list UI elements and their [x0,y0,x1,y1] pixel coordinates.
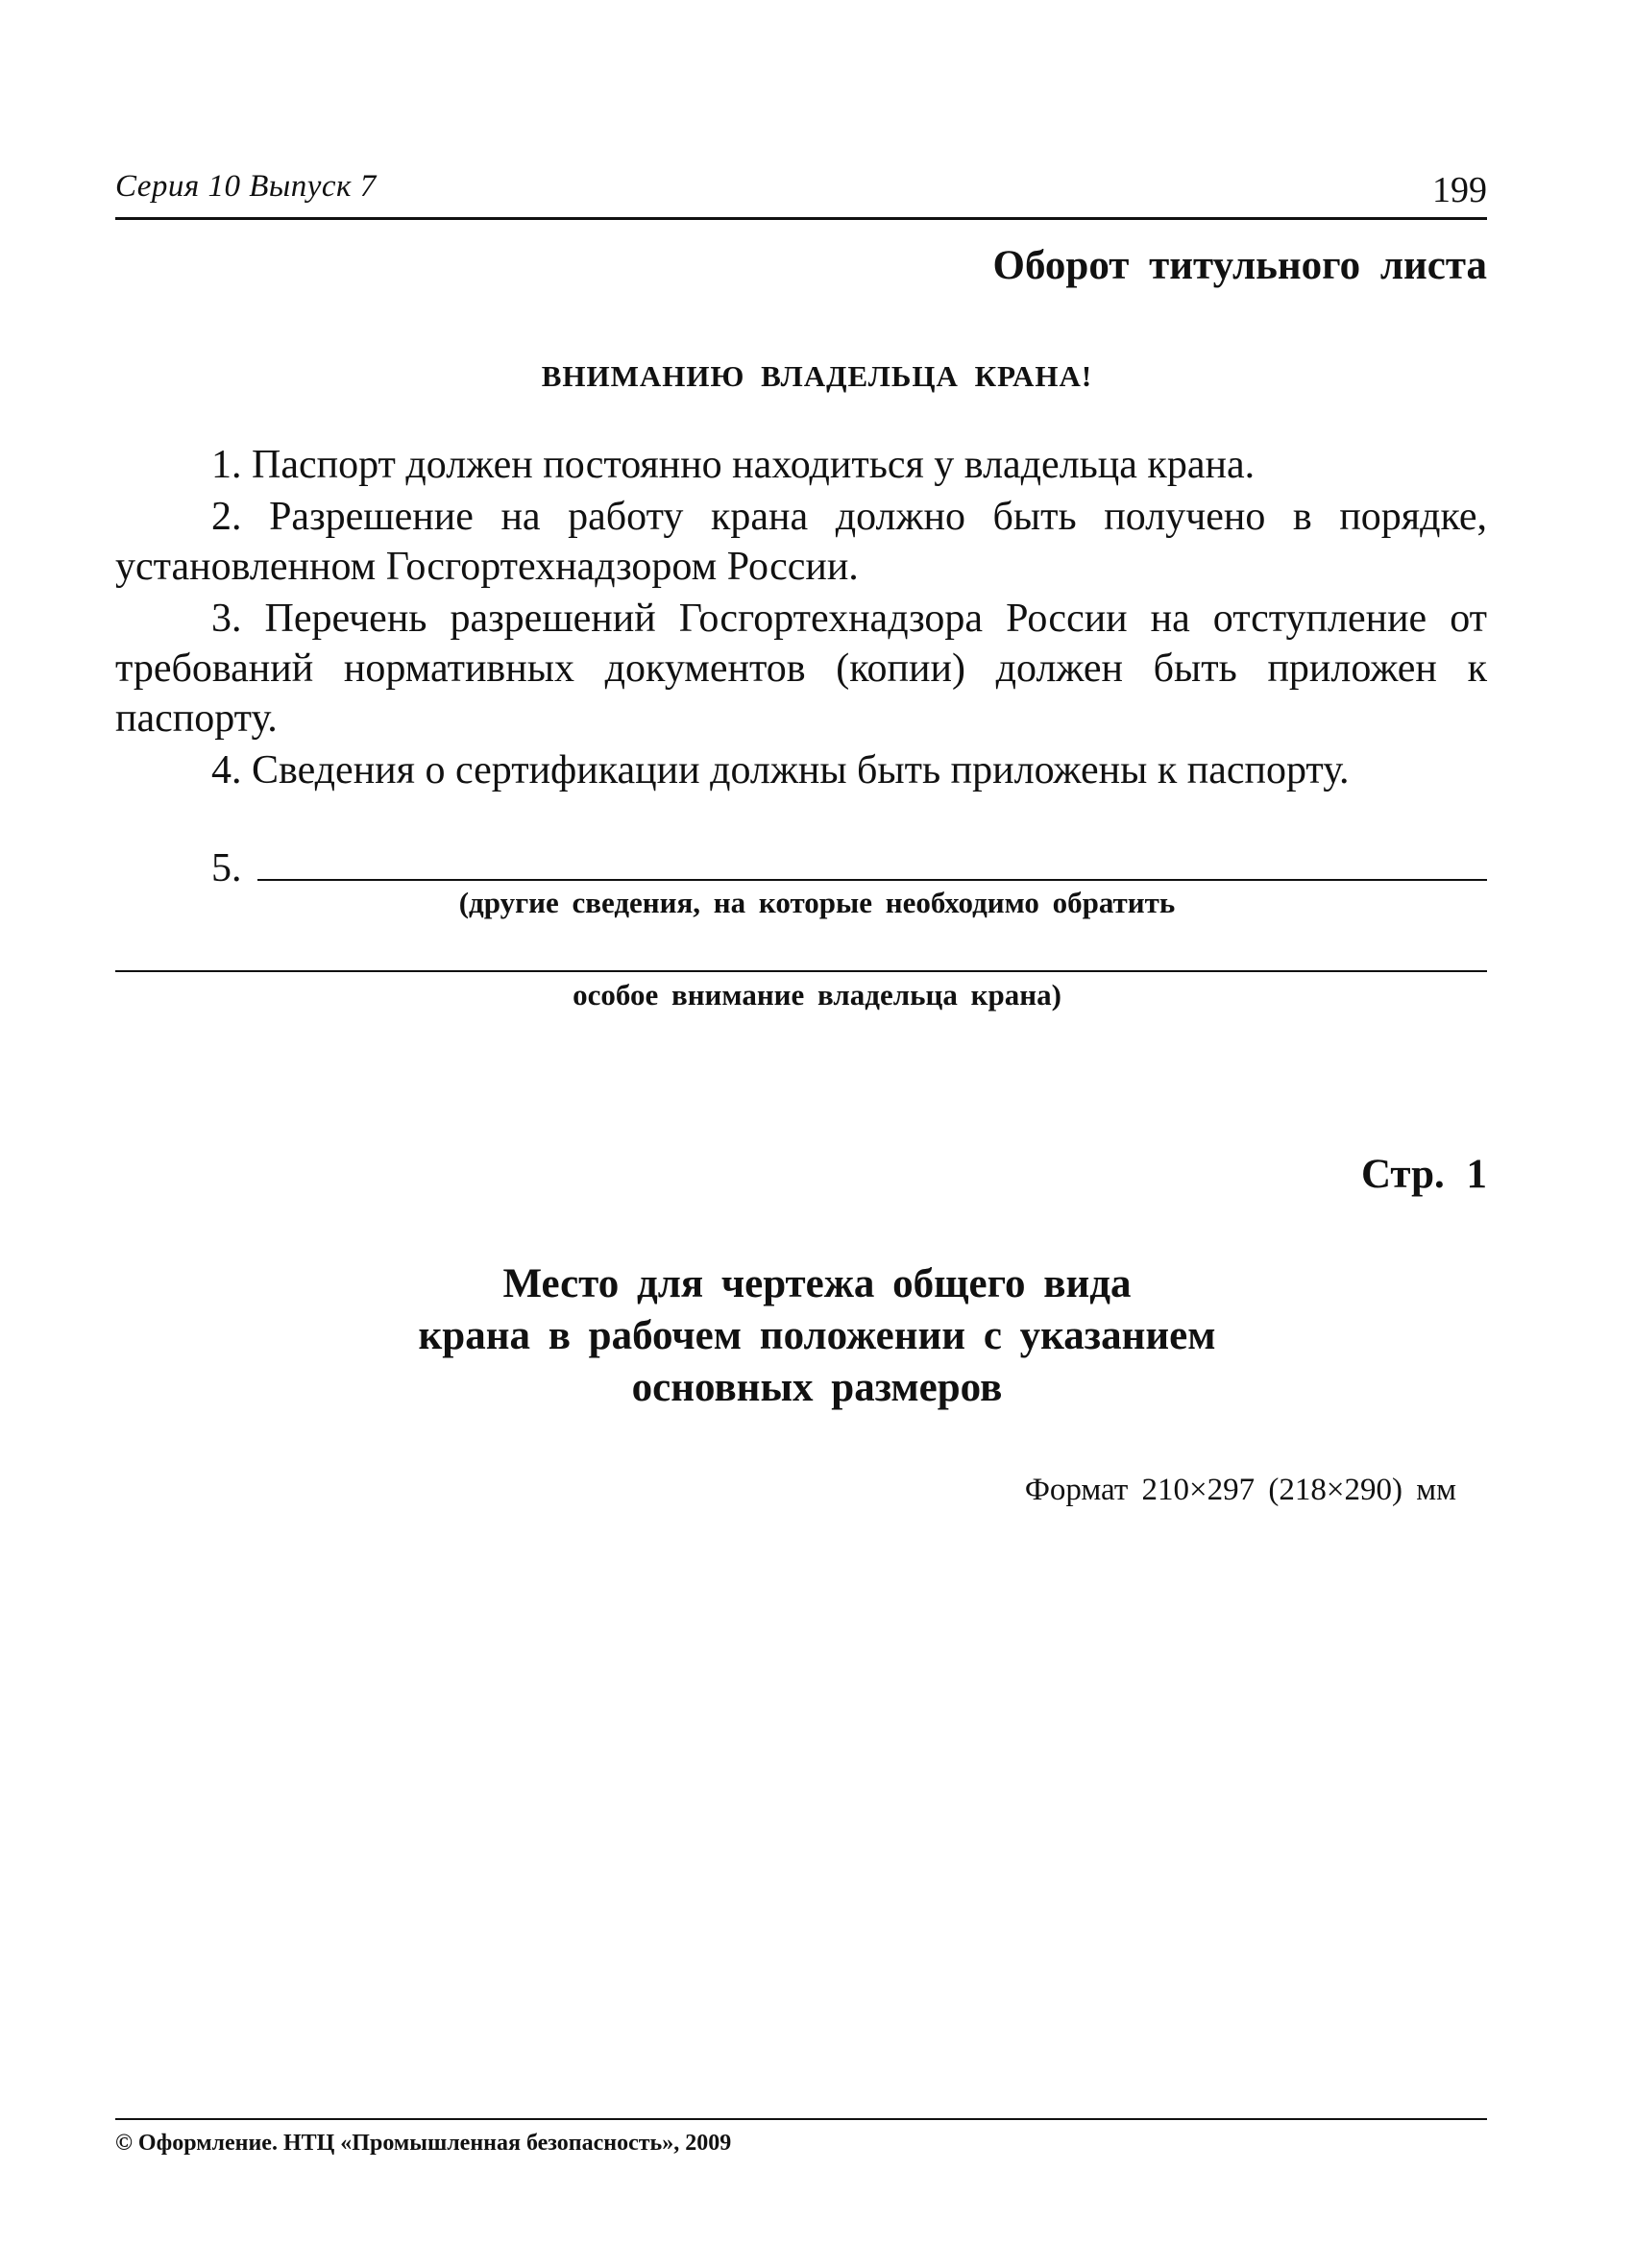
drawing-title-line-3: основных размеров [631,1365,1003,1410]
fill-in-line-2 [115,970,1487,972]
page-number: 199 [1432,170,1487,210]
fill-in-line [257,879,1487,881]
format-note: Формат 210×297 (218×290) мм [1024,1473,1456,1507]
notice-item-2: 2. Разрешение на работу крана должно быть получено в порядке, установленном Госгортехнадзором России. [115,495,1487,589]
header-rule [115,217,1487,220]
notice-list [115,440,1487,797]
drawing-placeholder-title [0,1258,1634,1414]
section-title: Оборот титульного листа [992,243,1487,288]
footer-rule [115,2118,1487,2120]
notice-item-4: 4. Сведения о сертификации должны быть приложены к паспорту. [211,748,1350,793]
fill-in-caption-line-1: (другие сведения, на которые необходимо обратить [458,886,1176,919]
notice-item-5-number: 5. [211,846,242,890]
running-header [115,169,1487,217]
notice-item-3: 3. Перечень разрешений Госгортехнадзора России на отступление от требований нормативных документов (копии) должен быть приложен к паспорту. [115,597,1487,741]
copyright-notice: © Оформление. НТЦ «Промышленная безопасность», 2009 [115,2131,732,2156]
series-label: Серия 10 Выпуск 7 [115,169,377,204]
fill-in-caption-line-2: особое внимание владельца крана) [573,978,1061,1012]
page-label: Стр. 1 [1360,1152,1487,1197]
drawing-title-line-2: крана в рабочем положении с указанием [418,1313,1216,1358]
drawing-title-line-1: Место для чертежа общего вида [502,1261,1132,1306]
notice-item-1: 1. Паспорт должен постоянно находиться у владельца крана. [211,443,1256,487]
notice-heading: ВНИМАНИЮ ВЛАДЕЛЬЦА КРАНА! [541,359,1093,393]
